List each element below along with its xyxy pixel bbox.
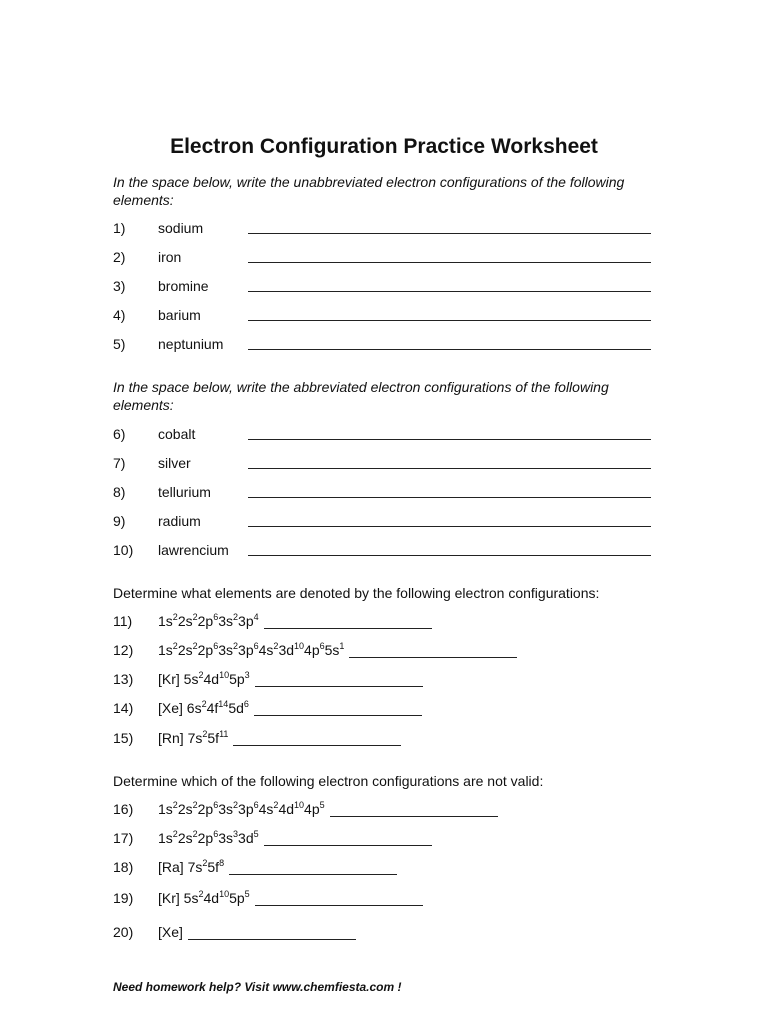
- answer-line[interactable]: [248, 349, 651, 350]
- electron-configuration: [158, 799, 498, 819]
- answer-blank[interactable]: [264, 615, 432, 629]
- electron-count: 6: [319, 641, 325, 651]
- question-number: 4): [113, 307, 126, 323]
- orbital-term: [Kr] 5s: [158, 890, 199, 906]
- orbital-term: 5f: [207, 859, 220, 875]
- question-number: 6): [113, 426, 126, 442]
- question-number: 20): [113, 924, 134, 940]
- orbital-term: 2p: [197, 642, 214, 658]
- question-number: 14): [113, 700, 134, 716]
- answer-line[interactable]: [248, 497, 651, 498]
- element-name: iron: [158, 249, 182, 265]
- question-number: 2): [113, 249, 126, 265]
- orbital-term: 5p: [229, 890, 245, 906]
- question-number: 16): [113, 801, 134, 817]
- orbital-term: 1s: [158, 830, 173, 846]
- electron-count: 2: [192, 641, 198, 651]
- orbital-term: 2s: [177, 801, 193, 817]
- question-row: [113, 640, 673, 660]
- question-row: [113, 247, 653, 267]
- orbital-term: 5d: [228, 700, 244, 716]
- orbital-term: 2s: [177, 830, 193, 846]
- answer-line[interactable]: [248, 291, 651, 292]
- answer-blank[interactable]: [188, 926, 356, 940]
- orbital-term: 3s: [218, 801, 234, 817]
- orbital-term: 3p: [238, 613, 254, 629]
- orbital-term: 3s: [218, 642, 234, 658]
- orbital-term: 2s: [177, 613, 193, 629]
- electron-count: 2: [192, 829, 198, 839]
- question-number: 11): [113, 613, 133, 629]
- electron-configuration: [158, 888, 423, 908]
- question-number: 8): [113, 484, 126, 500]
- element-name: cobalt: [158, 426, 196, 442]
- electron-count: 2: [273, 641, 279, 651]
- question-row: [113, 424, 653, 444]
- question-row: [113, 540, 653, 560]
- electron-count: 6: [253, 641, 259, 651]
- question-number: 5): [113, 336, 126, 352]
- electron-count: 6: [213, 829, 219, 839]
- electron-count: 10: [219, 670, 230, 680]
- question-row: [113, 728, 673, 748]
- question-row: [113, 828, 673, 848]
- answer-blank[interactable]: [349, 644, 517, 658]
- orbital-term: 4d: [278, 801, 295, 817]
- electron-count: 2: [172, 800, 178, 810]
- orbital-term: [Kr] 5s: [158, 671, 199, 687]
- question-row: [113, 669, 673, 689]
- electron-count: 2: [172, 829, 178, 839]
- orbital-term: 2p: [197, 830, 214, 846]
- answer-line[interactable]: [248, 233, 651, 234]
- question-row: [113, 888, 673, 908]
- electron-count: 6: [213, 800, 219, 810]
- electron-count: 5: [319, 800, 325, 810]
- question-number: 9): [113, 513, 126, 529]
- answer-line[interactable]: [248, 468, 651, 469]
- element-name: radium: [158, 513, 201, 529]
- element-name: bromine: [158, 278, 209, 294]
- electron-configuration: [158, 828, 432, 848]
- electron-count: 8: [219, 858, 225, 868]
- electron-count: 4: [253, 612, 259, 622]
- orbital-term: 2s: [177, 642, 193, 658]
- orbital-term: 3p: [238, 801, 254, 817]
- orbital-term: 4s: [258, 642, 274, 658]
- electron-count: 2: [198, 889, 204, 899]
- electron-count: 1: [339, 641, 345, 651]
- orbital-term: 5p: [229, 671, 245, 687]
- electron-configuration: [158, 728, 401, 748]
- electron-configuration: [158, 669, 423, 689]
- electron-configuration: [158, 698, 422, 718]
- orbital-term: 3d: [238, 830, 254, 846]
- electron-count: 2: [172, 612, 178, 622]
- electron-configuration: [158, 611, 432, 631]
- electron-count: 6: [213, 641, 219, 651]
- answer-line[interactable]: [248, 439, 651, 440]
- question-number: 15): [113, 730, 134, 746]
- answer-blank[interactable]: [229, 861, 397, 875]
- orbital-term: 3d: [278, 642, 295, 658]
- footer-note: Need homework help? Visit www.chemfiesta.com !: [113, 980, 402, 994]
- electron-count: 2: [273, 800, 279, 810]
- electron-count: 2: [233, 612, 239, 622]
- electron-count: 6: [213, 612, 219, 622]
- question-number: 10): [113, 542, 134, 558]
- question-row: [113, 276, 653, 296]
- question-row: [113, 482, 653, 502]
- electron-count: 6: [253, 800, 259, 810]
- orbital-term: 2p: [197, 613, 214, 629]
- question-number: 17): [113, 830, 134, 846]
- orbital-term: 3s: [218, 613, 234, 629]
- electron-count: 2: [198, 670, 204, 680]
- answer-blank[interactable]: [264, 832, 432, 846]
- question-row: [113, 218, 653, 238]
- orbital-term: 1s: [158, 801, 173, 817]
- question-number: 12): [113, 642, 134, 658]
- orbital-term: 5s: [324, 642, 340, 658]
- electron-count: 2: [201, 699, 207, 709]
- electron-count: 10: [294, 800, 305, 810]
- question-number: 7): [113, 455, 126, 471]
- question-number: 1): [113, 220, 126, 236]
- question-row: [113, 857, 673, 877]
- electron-count: 6: [243, 699, 249, 709]
- answer-line[interactable]: [248, 262, 651, 263]
- element-name: silver: [158, 455, 191, 471]
- answer-line[interactable]: [248, 320, 651, 321]
- element-name: sodium: [158, 220, 204, 236]
- orbital-term: [Xe] 6s: [158, 700, 202, 716]
- orbital-term: 5f: [207, 730, 220, 746]
- answer-blank[interactable]: [255, 892, 423, 906]
- electron-count: 2: [192, 612, 198, 622]
- electron-count: 2: [233, 800, 239, 810]
- orbital-term: 1s: [158, 613, 173, 629]
- orbital-term: 4d: [203, 890, 220, 906]
- answer-blank[interactable]: [255, 673, 423, 687]
- question-row: [113, 611, 673, 631]
- electron-configuration: [158, 857, 397, 877]
- question-row: [113, 305, 653, 325]
- electron-count: 10: [294, 641, 305, 651]
- question-number: 18): [113, 859, 134, 875]
- question-number: 13): [113, 671, 134, 687]
- element-name: barium: [158, 307, 201, 323]
- question-number: 3): [113, 278, 126, 294]
- orbital-term: [Rn] 7s: [158, 730, 203, 746]
- element-name: tellurium: [158, 484, 211, 500]
- section3-instruction: Determine what elements are denoted by the following electron configurations:: [113, 585, 600, 601]
- electron-count: 3: [244, 670, 250, 680]
- electron-count: 2: [233, 641, 239, 651]
- orbital-term: [Ra] 7s: [158, 859, 203, 875]
- electron-configuration: [158, 640, 517, 660]
- electron-count: 10: [219, 889, 230, 899]
- electron-count: 2: [172, 641, 178, 651]
- orbital-term: 2p: [197, 801, 214, 817]
- electron-configuration: [158, 922, 356, 942]
- element-name: lawrencium: [158, 542, 229, 558]
- orbital-term: 3p: [238, 642, 254, 658]
- electron-count: 5: [244, 889, 250, 899]
- orbital-term: 4f: [206, 700, 219, 716]
- section1-instruction: In the space below, write the unabbreviated electron configurations of the following elements:: [113, 174, 625, 208]
- question-row: [113, 511, 653, 531]
- orbital-term: 3s: [218, 830, 234, 846]
- orbital-term: 4p: [304, 801, 320, 817]
- electron-count: 2: [192, 800, 198, 810]
- orbital-term: 4d: [203, 671, 220, 687]
- electron-count: 2: [202, 729, 208, 739]
- question-row: [113, 799, 673, 819]
- question-number: 19): [113, 890, 134, 906]
- section2-instruction: In the space below, write the abbreviated electron configurations of the following elements:: [113, 379, 609, 413]
- answer-line[interactable]: [248, 555, 651, 556]
- answer-blank[interactable]: [254, 702, 422, 716]
- electron-count: 5: [253, 829, 259, 839]
- answer-blank[interactable]: [330, 803, 498, 817]
- section4-instruction: Determine which of the following electron configurations are not valid:: [113, 773, 544, 789]
- page-title: Electron Configuration Practice Worksheet: [170, 135, 598, 158]
- orbital-term: 4p: [304, 642, 320, 658]
- electron-count: 11: [219, 729, 229, 739]
- question-row: [113, 922, 673, 942]
- answer-blank[interactable]: [233, 732, 401, 746]
- question-row: [113, 334, 653, 354]
- element-name: neptunium: [158, 336, 224, 352]
- electron-count: 3: [233, 829, 239, 839]
- answer-line[interactable]: [248, 526, 651, 527]
- question-row: [113, 698, 673, 718]
- electron-count: 14: [218, 699, 229, 709]
- orbital-term: 4s: [258, 801, 274, 817]
- electron-count: 2: [202, 858, 208, 868]
- orbital-term: 1s: [158, 642, 173, 658]
- orbital-term: [Xe]: [158, 924, 183, 940]
- question-row: [113, 453, 653, 473]
